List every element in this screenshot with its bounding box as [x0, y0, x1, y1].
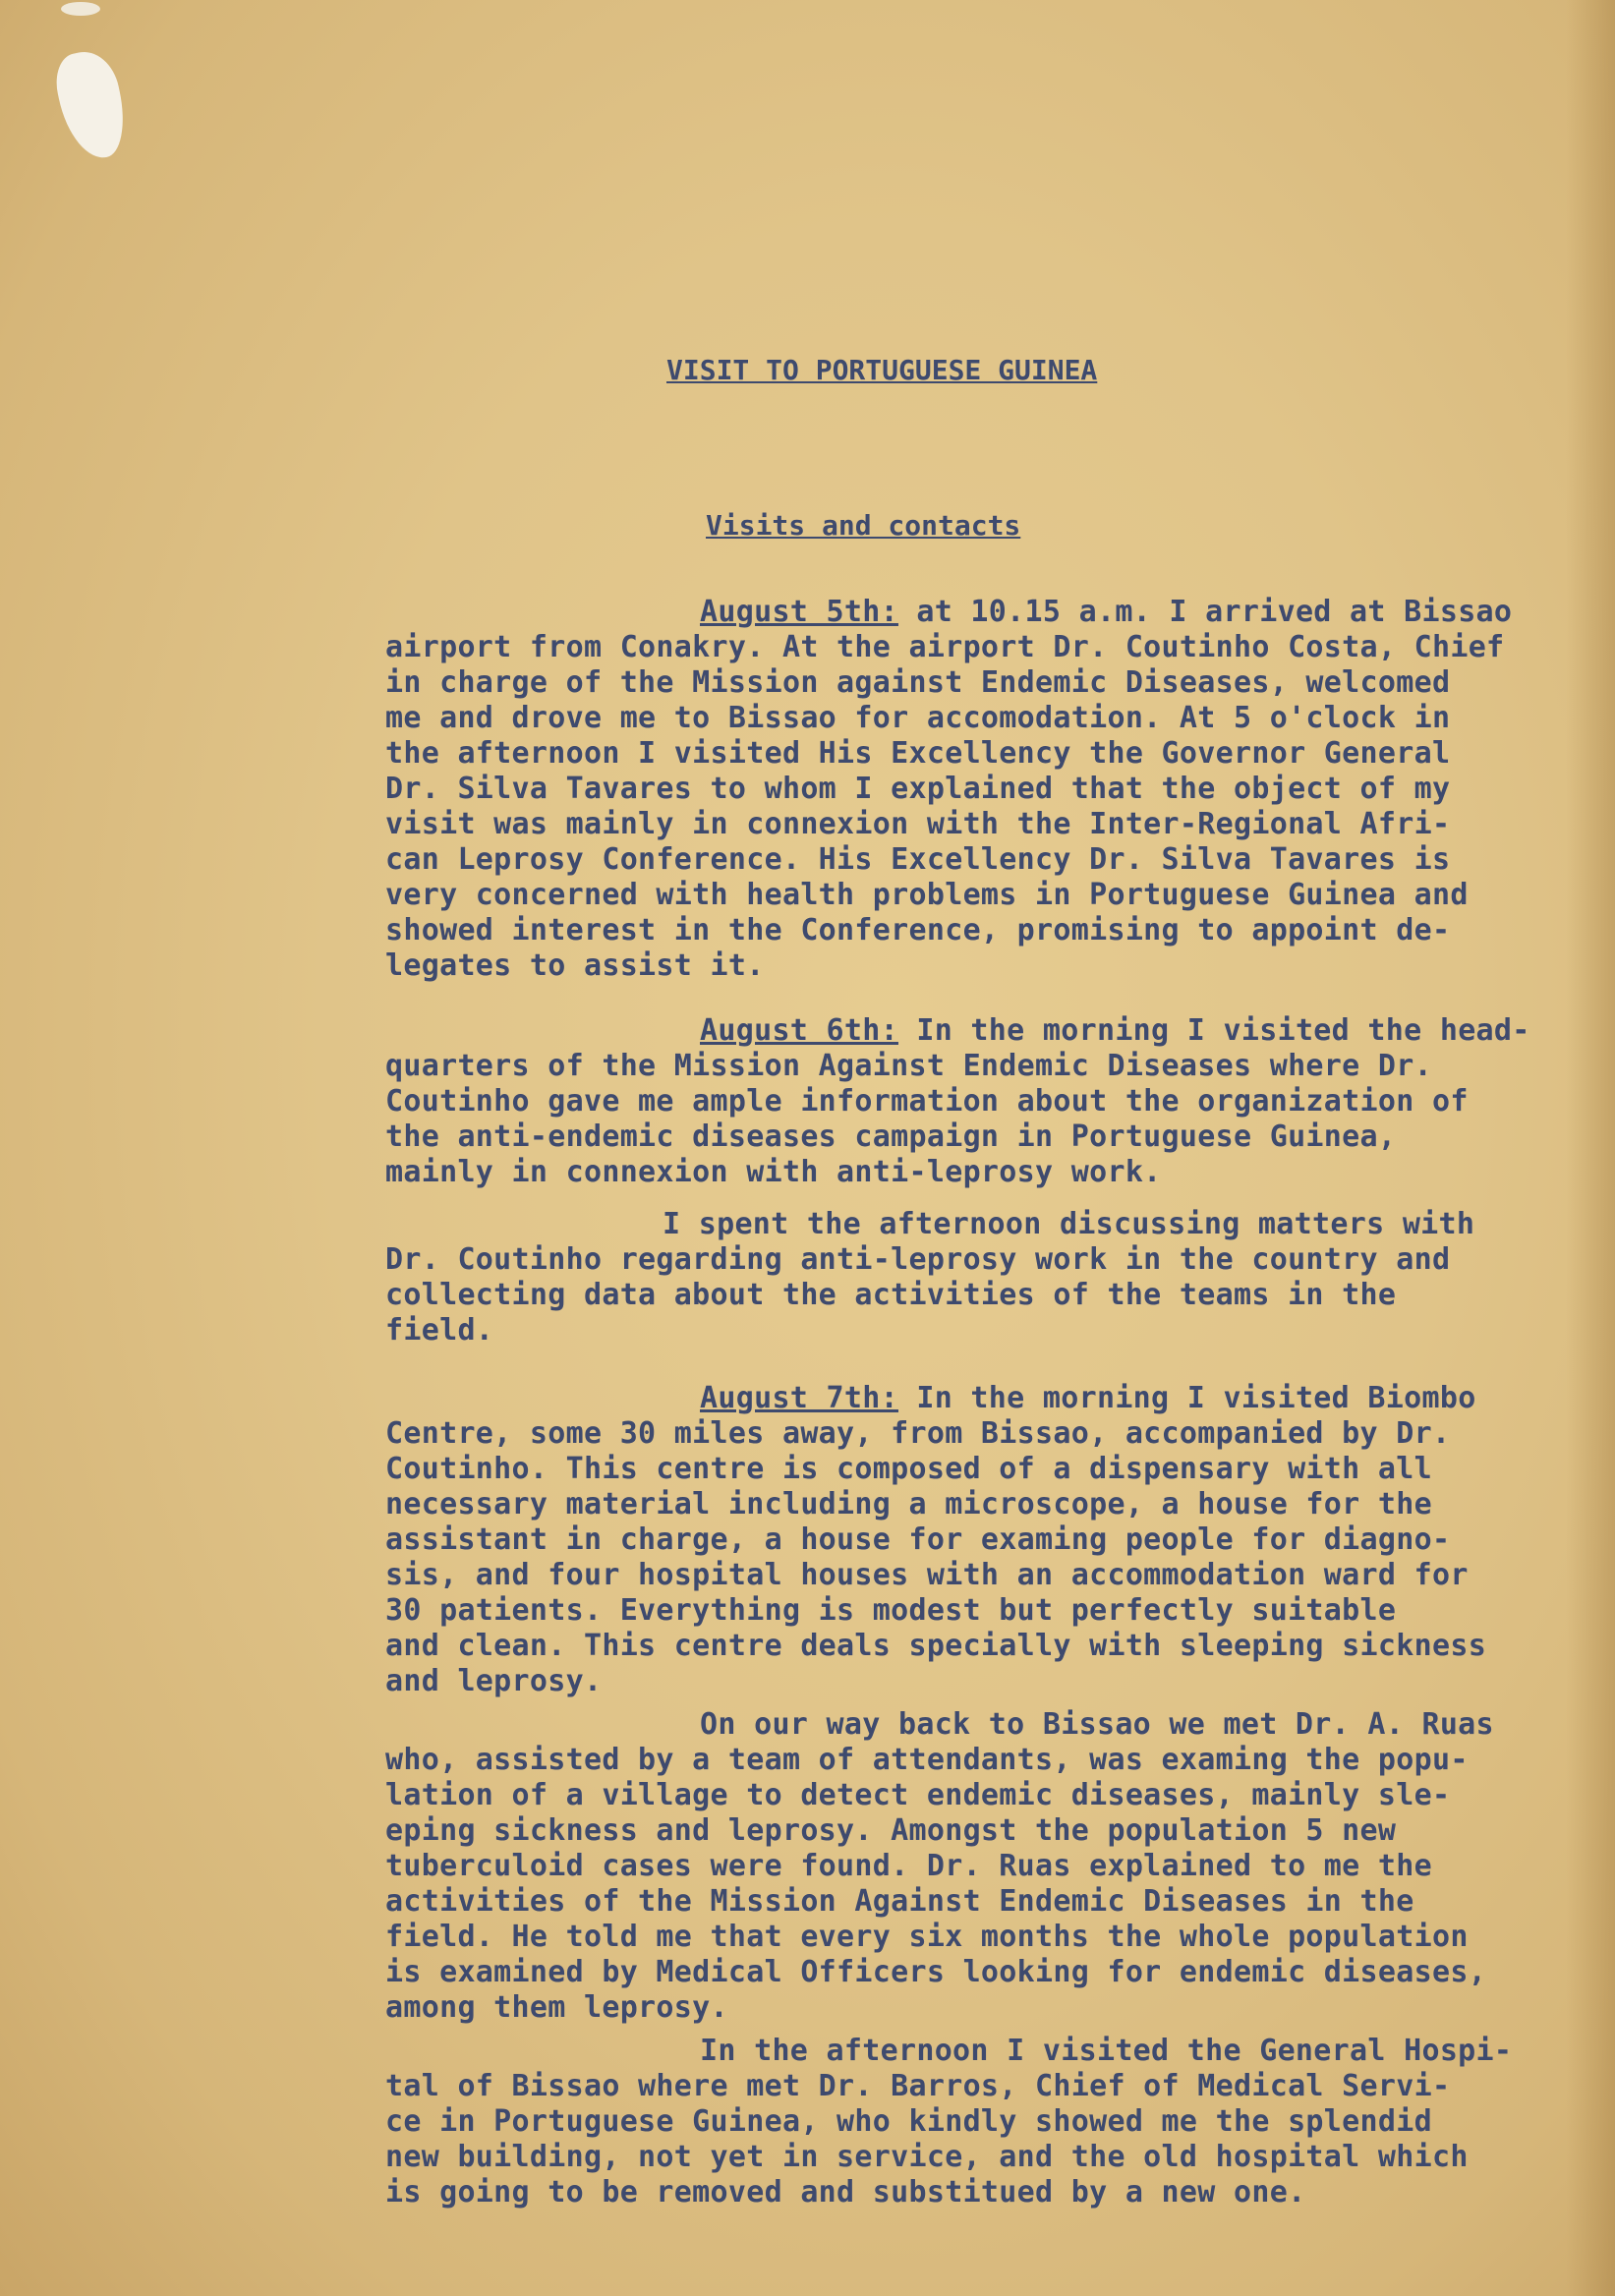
paragraph-line: Coutinho gave me ample information about the organization of: [385, 1084, 1469, 1119]
paragraph-line: ce in Portuguese Guinea, who kindly showed me the splendid: [385, 2104, 1432, 2139]
paragraph-line: the anti-endemic diseases campaign in Portuguese Guinea,: [385, 1119, 1397, 1154]
paragraph-line: quarters of the Mission Against Endemic Diseases where Dr.: [385, 1049, 1432, 1083]
paragraph-line: Dr. Coutinho regarding anti-leprosy work in the country and: [385, 1242, 1451, 1277]
paragraph-line: Centre, some 30 miles away, from Bissao, accompanied by Dr.: [385, 1416, 1451, 1451]
paragraph-line: and leprosy.: [385, 1664, 603, 1698]
paragraph-afternoon-discussion: [385, 1207, 1565, 1349]
paragraph-line: new building, not yet in service, and the old hospital which: [385, 2140, 1469, 2174]
paragraph-way-back: [385, 1707, 1565, 2026]
paragraph-line: and clean. This centre deals specially with sleeping sickness: [385, 1629, 1487, 1663]
paragraph-line: August 6th: In the morning I visited the head-: [700, 1013, 1530, 1048]
paragraph-line: among them leprosy.: [385, 1990, 728, 2025]
paragraph-line: the afternoon I visited His Excellency the Governor General: [385, 736, 1451, 771]
paragraph-line: 30 patients. Everything is modest but perfectly suitable: [385, 1593, 1397, 1628]
paragraph-date: August 5th:: [700, 595, 898, 629]
paragraph-line: field. He told me that every six months the whole population: [385, 1920, 1469, 1954]
paragraph-line: me and drove me to Bissao for accomodation. At 5 o'clock in: [385, 701, 1451, 735]
paragraph-line: sis, and four hospital houses with an accommodation ward for: [385, 1558, 1469, 1592]
paragraph-date: August 7th:: [700, 1381, 898, 1415]
paragraph-line: eping sickness and leprosy. Amongst the population 5 new: [385, 1813, 1397, 1848]
paragraph-line: tuberculoid cases were found. Dr. Ruas explained to me the: [385, 1849, 1432, 1883]
paragraph-line: legates to assist it.: [385, 948, 765, 983]
paragraph-line: assistant in charge, a house for examing people for diagno-: [385, 1522, 1451, 1557]
paragraph-line: field.: [385, 1313, 494, 1348]
paragraph-line: collecting data about the activities of the teams in the: [385, 1278, 1397, 1312]
paragraph-general-hospital: [385, 2034, 1565, 2210]
paper-tear-mark: [50, 46, 133, 164]
paragraph-line: can Leprosy Conference. His Excellency Dr. Silva Tavares is: [385, 842, 1451, 877]
paragraph-line: very concerned with health problems in Portuguese Guinea and: [385, 878, 1469, 912]
paragraph-august-6th: [385, 1013, 1565, 1190]
paragraph-line: mainly in connexion with anti-leprosy work.: [385, 1155, 1162, 1189]
paragraph-line: is going to be removed and substitued by a new one.: [385, 2175, 1306, 2210]
paragraph-line: in charge of the Mission against Endemic Diseases, welcomed: [385, 665, 1451, 700]
section-heading: Visits and contacts: [706, 509, 1021, 542]
paragraph-line: who, assisted by a team of attendants, was examing the popu-: [385, 1743, 1469, 1777]
paragraph-line: Dr. Silva Tavares to whom I explained that the object of my: [385, 772, 1451, 806]
paragraph-date: August 6th:: [700, 1013, 898, 1048]
paragraph-line: is examined by Medical Officers looking for endemic diseases,: [385, 1955, 1487, 1989]
paragraph-line: August 5th: at 10.15 a.m. I arrived at Bissao: [700, 595, 1513, 629]
paragraph-august-5th: [385, 595, 1565, 984]
paragraph-line: visit was mainly in connexion with the Inter-Regional Afri-: [385, 807, 1451, 841]
document-title: VISIT TO PORTUGUESE GUINEA: [666, 354, 1098, 386]
paragraph-line: tal of Bissao where met Dr. Barros, Chief of Medical Servi-: [385, 2069, 1451, 2103]
paragraph-line: necessary material including a microscope, a house for the: [385, 1487, 1432, 1521]
paragraph-line: activities of the Mission Against Endemic Diseases in the: [385, 1884, 1414, 1919]
paragraph-line: Coutinho. This centre is composed of a dispensary with all: [385, 1452, 1432, 1486]
paragraph-line: On our way back to Bissao we met Dr. A. Ruas: [700, 1707, 1494, 1742]
paragraph-line: I spent the afternoon discussing matters with: [663, 1207, 1475, 1241]
paper-edge-shadow: [1566, 0, 1615, 2296]
paragraph-line: August 7th: In the morning I visited Biombo: [700, 1381, 1476, 1415]
paper-tear-mark-small: [61, 2, 100, 16]
paragraph-line: In the afternoon I visited the General Hospi-: [700, 2034, 1513, 2068]
paragraph-line: airport from Conakry. At the airport Dr. Coutinho Costa, Chief: [385, 630, 1505, 664]
paragraph-line: lation of a village to detect endemic diseases, mainly sle-: [385, 1778, 1451, 1812]
paragraph-august-7th: [385, 1381, 1565, 1699]
paragraph-line: showed interest in the Conference, promising to appoint de-: [385, 913, 1451, 947]
